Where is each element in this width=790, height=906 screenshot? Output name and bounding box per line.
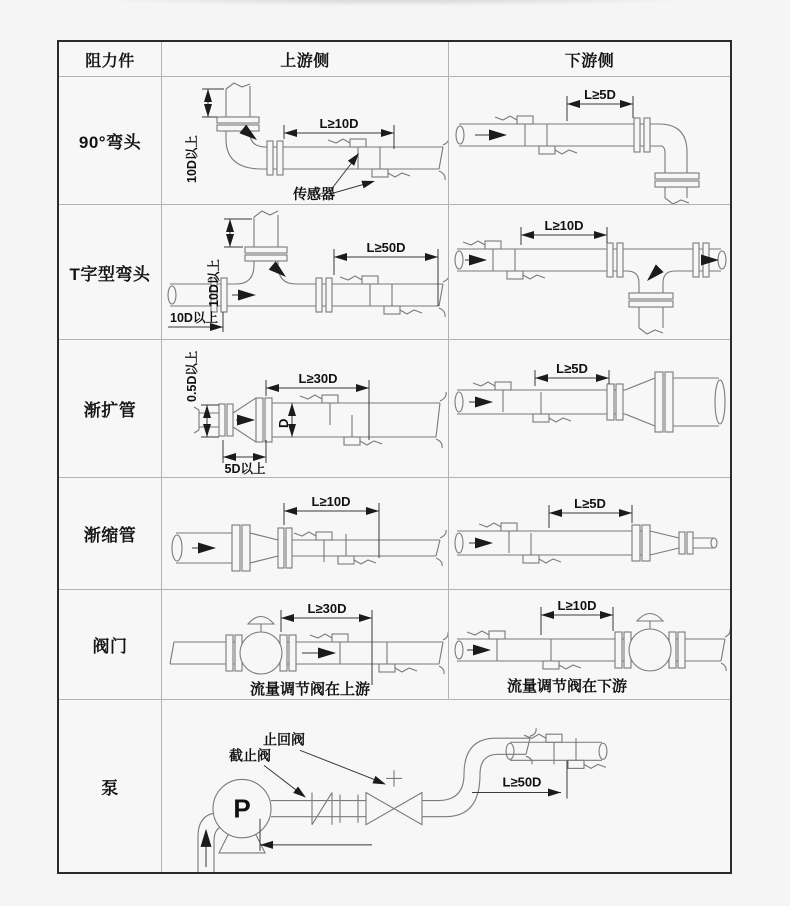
row-label-pump: 泵 [59,700,162,872]
meter-flange-icon [634,118,650,152]
dim-length-label: L≥10D [544,218,584,233]
flow-arrow-icon [469,255,487,266]
sensor-top-icon [495,116,533,146]
sensor-bottom-icon [379,642,417,672]
tee-upstream-diagram [162,205,448,339]
pipe-drawing [217,83,448,180]
elbow90-upstream-cell [162,77,449,205]
dim-length-label: L≥10D [319,116,359,131]
meter-flange-icon [316,278,332,312]
sensor-top-icon [479,523,517,553]
sensor-label: 传感器 [293,186,335,202]
sensor-bottom-icon [372,147,410,177]
dim-length-label: L≥5D [556,361,588,376]
row-label-expander: 渐扩管 [59,340,162,478]
stop-valve-label: 截止阀 [229,747,271,764]
sensor-top-icon [310,634,348,664]
sensor-bottom-icon [523,533,561,563]
tee-downstream-diagram [449,205,730,339]
elbow90-downstream-cell [449,77,730,205]
valve-position-caption: 流量调节阀在上游 [249,681,371,698]
outlet-flow-arrow-icon [701,255,719,266]
expander-upstream-diagram [162,340,448,477]
elbow90-upstream-diagram [162,77,448,204]
dim-offset-label: 0.5D以上 [185,350,199,402]
flow-arrow-icon [475,538,493,549]
flow-arrow-icon [237,415,255,426]
reducer-upstream-cell [162,478,449,590]
header-component: 阻力件 [59,42,162,77]
pump-diagram [162,700,730,872]
dim-diameter-label: D [276,418,291,428]
stop-valve-icon [312,793,332,825]
dim-length-label: L≥50D [366,240,406,255]
dim-length-label: L≥50D [502,774,542,790]
row-label-elbow90: 90°弯头 [59,77,162,205]
check-valve-label: 止回阀 [263,731,305,748]
intake-flow-arrow-icon [201,829,212,847]
reducer-upstream-diagram [162,478,448,589]
sensor-bottom-icon [507,249,545,279]
elbow90-downstream-diagram [449,77,730,204]
expander-upstream-cell [162,340,449,478]
reducer-downstream-cell [449,478,730,590]
sensor-bottom-icon [338,534,376,564]
sensor-top-icon [473,382,511,412]
sensor-top-icon [294,532,332,562]
flow-arrow-icon [198,543,216,554]
pipe-drawing [455,372,725,432]
discharge-pipe [271,728,536,825]
pump-cell [162,700,730,872]
reducer-downstream-diagram [449,478,730,589]
expander-downstream-cell [449,340,730,478]
sensor-top-icon [340,276,378,306]
tee-upstream-cell [162,205,449,340]
sensor-top-icon [463,241,501,271]
sensor-bottom-icon [384,284,422,314]
pipe-drawing [455,249,726,334]
sensor-pipe [506,742,607,760]
dim-length-label: L≥30D [298,371,338,386]
dim-min-horizontal-label: 10D以上 [170,311,218,325]
page-top-shadow [30,0,760,16]
sensor-top-icon [300,395,338,425]
dim-min-label: 5D以上 [224,462,266,476]
row-label-tee: T字型弯头 [59,205,162,340]
meter-flange-icon [607,243,623,277]
flow-arrow-icon [489,130,507,141]
branch-flow-arrow-icon [269,261,290,281]
dim-length-label: L≥10D [557,598,597,613]
dim-length-label: L≥30D [307,601,347,616]
sensor-bottom-icon [539,124,577,154]
flow-arrow-icon [238,290,256,301]
sensor-bottom-icon [533,392,571,422]
valve-upstream-diagram [162,590,448,699]
valve-downstream-diagram [449,590,730,699]
branch-flow-arrow-icon [643,264,664,285]
dim-min-vertical-label: 10D以上 [207,259,221,307]
flow-arrow-icon [473,645,491,656]
dimension-lines [284,503,379,558]
sensor-top-icon [467,631,505,661]
flow-arrow-icon [318,648,336,659]
header-upstream: 上游侧 [162,42,449,77]
valve-position-caption: 流量调节阀在下游 [506,678,628,695]
expander-downstream-diagram [449,340,730,477]
sensor-bottom-icon [543,639,581,669]
header-downstream: 下游侧 [449,42,730,77]
tee-downstream-cell [449,205,730,340]
meter-flange-icon [267,141,283,175]
dim-length-label: L≥5D [584,87,616,102]
sensor-bottom-icon [344,415,382,445]
pump-letter: P [233,793,251,824]
valve-downstream-cell [449,590,730,700]
dim-length-label: L≥10D [311,494,351,509]
row-label-valve: 阀门 [59,590,162,700]
flow-arrow-icon [475,397,493,408]
dim-length-label: L≥5D [574,496,606,511]
valve-upstream-cell [162,590,449,700]
row-label-reducer: 渐缩管 [59,478,162,590]
pipe-drawing [194,392,446,448]
installation-spec-table [57,40,732,874]
dim-min-label: 10D以上 [185,135,199,183]
sensor-top-icon [328,139,366,169]
regulating-valve-icon [615,614,685,672]
regulating-valve-icon [226,617,296,675]
pipe-drawing [455,525,717,561]
